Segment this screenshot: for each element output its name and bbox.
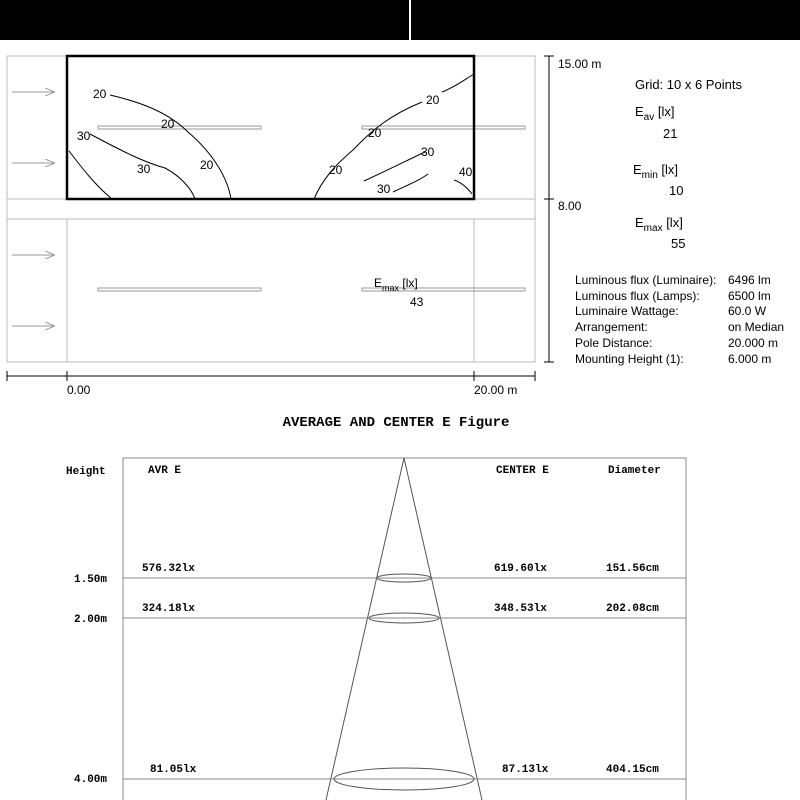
property-label: Arrangement: <box>575 320 648 334</box>
isoline-label: 20 <box>426 93 440 107</box>
property-value: 6496 lm <box>728 273 771 287</box>
header-height: Height <box>66 466 106 478</box>
isoline-label: 20 <box>368 126 382 140</box>
isoline-label: 30 <box>137 162 151 176</box>
isoline-label: 20 <box>329 163 343 177</box>
row-height: 4.00m <box>74 774 108 786</box>
cone-diagram <box>66 415 686 800</box>
row-avr-e: 324.18lx <box>142 603 195 615</box>
e-av-value: 21 <box>663 126 678 141</box>
property-label: Mounting Height (1): <box>575 352 684 366</box>
road-emax-label: $E_{max}$ [lx] <box>374 276 418 293</box>
isoline-label: 20 <box>200 158 214 172</box>
e-min-value: 10 <box>669 183 684 198</box>
row-diameter: 151.56cm <box>606 563 659 575</box>
dim-height-label: 15.00 m <box>558 57 602 71</box>
dimension-lines <box>7 56 601 397</box>
property-value: 6500 lm <box>728 289 771 303</box>
isoline-label: 40 <box>459 165 473 179</box>
e-av-label: $E_{av}$ [lx] <box>635 104 675 123</box>
row-center-e: 87.13lx <box>502 764 549 776</box>
row-diameter: 202.08cm <box>606 603 659 615</box>
isoline-label: 30 <box>377 182 391 196</box>
dim-x-start-label: 0.00 <box>67 383 91 397</box>
property-value: 60.0 W <box>728 304 767 318</box>
luminaire-icon <box>362 126 525 129</box>
cone-title: AVERAGE AND CENTER E Figure <box>282 415 510 431</box>
cone-edge-right <box>404 458 482 800</box>
isoline-30-left-edge <box>69 151 112 199</box>
row-diameter: 404.15cm <box>606 764 659 776</box>
property-label: Luminous flux (Luminaire): <box>575 273 717 287</box>
property-value: 20.000 m <box>728 336 779 350</box>
isoline-label: 30 <box>421 145 435 159</box>
isoline-label: 20 <box>93 87 107 101</box>
row-avr-e: 576.32lx <box>142 563 195 575</box>
isoline-30-right <box>364 152 425 181</box>
plan-outline <box>7 56 535 362</box>
calculation-field <box>67 56 474 199</box>
isoline-40-right <box>454 180 472 194</box>
road-plan <box>7 56 535 362</box>
row-avr-e: 81.05lx <box>150 764 197 776</box>
e-min-label: $E_{min}$ [lx] <box>633 162 679 181</box>
isoline-20-right <box>314 102 422 199</box>
header-avr-e: AVR E <box>148 465 182 477</box>
header-center-e: CENTER E <box>496 465 549 477</box>
property-label: Luminaire Wattage: <box>575 304 679 318</box>
property-value: 6.000 m <box>728 352 772 366</box>
grid-label: Grid: 10 x 6 Points <box>635 77 742 92</box>
isoline-label: 20 <box>161 117 175 131</box>
isoline-label: 30 <box>77 129 91 143</box>
dim-road-edge-label: 8.00 <box>558 199 582 213</box>
luminaire-icon <box>98 288 261 291</box>
property-label: Pole Distance: <box>575 336 653 350</box>
isoline-20-left <box>110 95 231 199</box>
row-height: 2.00m <box>74 614 108 626</box>
property-label: Luminous flux (Lamps): <box>575 289 700 303</box>
e-max-value: 55 <box>671 236 686 251</box>
header-diameter: Diameter <box>608 465 661 477</box>
row-center-e: 348.53lx <box>494 603 547 615</box>
property-value: on Median <box>728 320 785 334</box>
dim-x-end-label: 20.00 m <box>474 383 518 397</box>
luminaire-icon <box>98 126 261 129</box>
results-summary <box>575 77 784 366</box>
e-max-label: $E_{max}$ [lx] <box>635 215 683 234</box>
isoline-30-right-low <box>393 174 428 192</box>
road-emax-value: 43 <box>410 295 424 309</box>
isoline-20-top-right <box>442 74 474 92</box>
row-center-e: 619.60lx <box>494 563 547 575</box>
row-height: 1.50m <box>74 574 108 586</box>
cone-edge-left <box>326 458 404 800</box>
cone-frame <box>123 458 686 800</box>
luminaire-properties <box>575 273 784 366</box>
